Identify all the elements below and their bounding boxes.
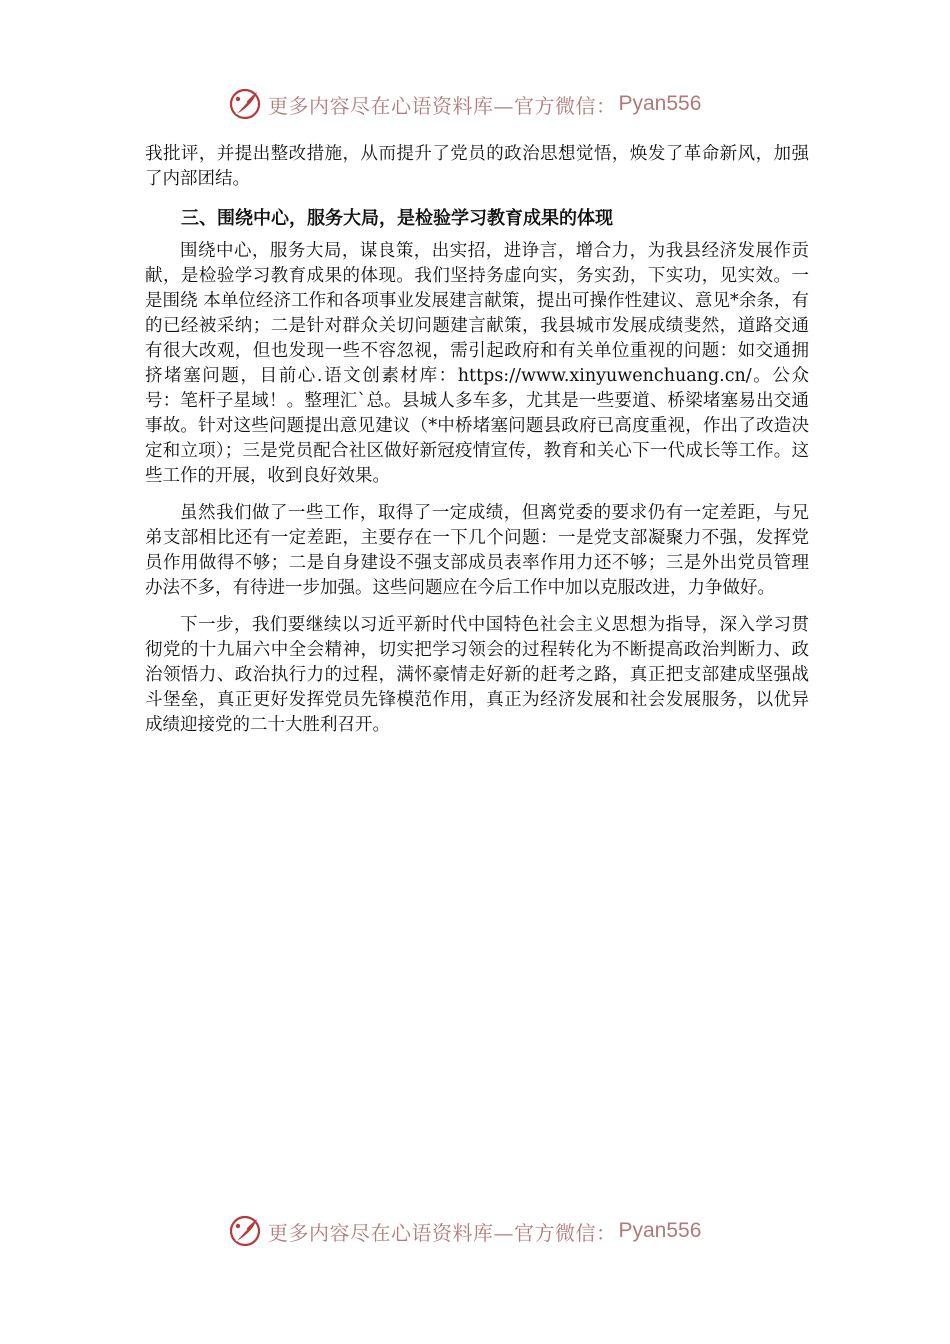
header-watermark-banner [228,84,701,124]
body-paragraph-2: 虽然我们做了一些工作，取得了一定成绩，但离党委的要求仍有一定差距，与兄弟支部相比还有一定差距，主要存在一下几个问题：一是党支部凝聚力不强，发挥党员作用做得不够；二是自身建设不强支部成员表率作用力还不够；三是外出党员管理办法不多，有待进一步加强。这些问题应在今后工作中加以克服改进，力争做好。 [145,503,809,598]
document-body [145,142,809,738]
quill-pen-logo-icon [228,87,262,121]
body-paragraph-1: 围绕中心，服务大局，谋良策，出实招，进诤言，增合力，为我县经济发展作贡献，是检验学习教育成果的体现。我们坚持务虚向实，务实劲，下实功，见实效。一是围绕 本单位经济工作和各项事业发展建言献策，提出可操作性建议、意见*余条，有的已经被采纳；二是针对群众关切问题建言献策，我县城市发展成绩斐然，道路交通有很大改观，但也发现一些不容忽视，需引起政府和有关单位重视的问题：如交通拥挤堵塞问题，目前心.语文创素材库：https://www.xinyuwenchuang.cn/。公众号：笔杆子星域！。整理汇`总。县城人多车多，尤其是一些要道、桥梁堵塞易出交通事故。针对这些问题提出意见建议（*中桥堵塞问题县政府已高度重视，作出了改造决定和立项）；三是党员配合社区做好新冠疫情宣传，教育和关心下一代成长等工作。这些工作的开展，收到良好效果。 [145,241,809,486]
body-paragraph-3: 下一步，我们要继续以习近平新时代中国特色社会主义思想为指导，深入学习贯彻党的十九届六中全会精神，切实把学习领会的过程转化为不断提高政治判断力、政治领悟力、政治执行力的过程，满怀豪情走好新的赶考之路，真正把支部建成坚强战斗堡垒，真正更好发挥党员先锋模范作用，真正为经济发展和社会发展服务，以优异成绩迎接党的二十大胜利召开。 [145,615,809,735]
header-slogan: 更多内容尽在心语资料库—官方微信： [268,93,617,118]
header-wechat-account: Pyan556 [618,92,702,115]
quill-pen-logo-icon [228,1214,262,1248]
continuation-paragraph: 我批评，并提出整改措施，从而提升了党员的政治思想觉悟，焕发了革命新风，加强了内部团结。 [145,144,809,189]
section-heading: 三、围绕中心，服务大局，是检验学习教育成果的体现 [181,208,613,229]
footer-watermark-banner [228,1211,701,1251]
footer-slogan: 更多内容尽在心语资料库—官方微信： [268,1220,617,1245]
footer-wechat-account: Pyan556 [618,1219,702,1242]
